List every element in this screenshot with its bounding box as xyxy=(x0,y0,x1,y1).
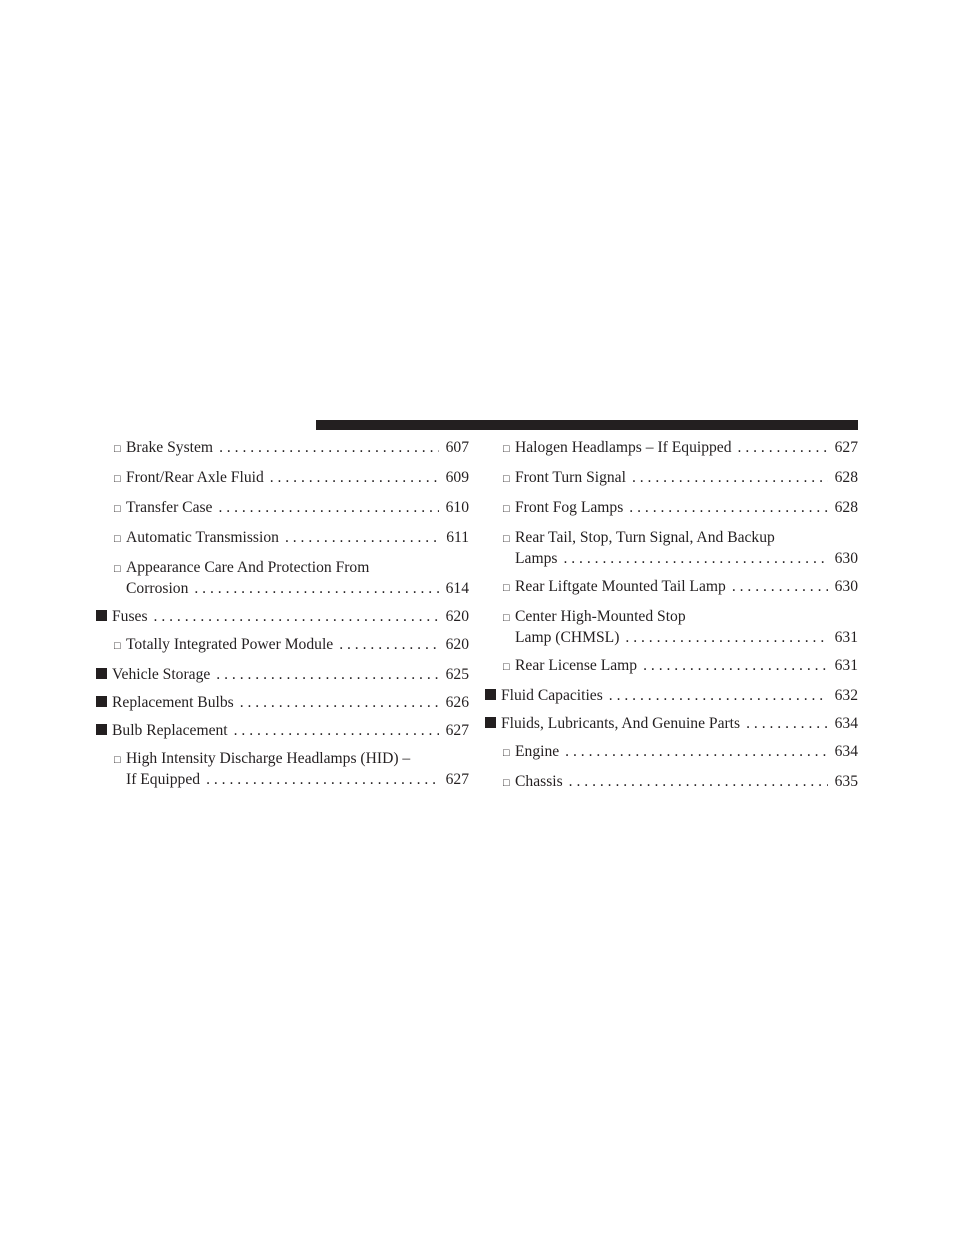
toc-entry[interactable] xyxy=(96,498,469,519)
dot-leader xyxy=(609,686,828,705)
toc-entry[interactable] xyxy=(485,528,858,568)
dot-leader xyxy=(154,607,439,626)
hollow-square-bullet-icon: □ xyxy=(503,582,510,594)
dot-leader xyxy=(206,770,439,789)
dot-leader xyxy=(219,438,439,457)
toc-entry-title: Automatic Transmission xyxy=(126,529,279,546)
toc-entry-title: Fuses xyxy=(112,608,148,625)
toc-page-number: 628 xyxy=(834,469,858,486)
toc-entry-title: Front/Rear Axle Fluid xyxy=(126,469,264,486)
toc-entry-title: Rear Liftgate Mounted Tail Lamp xyxy=(515,578,726,595)
dot-leader xyxy=(625,628,828,647)
toc-entry-title: Engine xyxy=(515,743,560,760)
toc-entry[interactable] xyxy=(96,721,469,740)
toc-page-number: 634 xyxy=(834,715,858,732)
toc-column-right xyxy=(485,438,858,802)
toc-entry-title: Rear License Lamp xyxy=(515,657,638,674)
dot-leader xyxy=(240,693,439,712)
toc-entry-title: Front Fog Lamps xyxy=(515,499,624,516)
toc-entry[interactable] xyxy=(485,498,858,519)
toc-entry[interactable] xyxy=(485,772,858,793)
toc-page-number: 609 xyxy=(445,469,469,486)
toc-entry[interactable] xyxy=(485,686,858,705)
hollow-square-bullet-icon: □ xyxy=(503,503,510,515)
toc-entry[interactable] xyxy=(96,749,469,789)
hollow-square-bullet-icon: □ xyxy=(114,533,121,545)
toc-entry[interactable] xyxy=(96,468,469,489)
toc-entry[interactable] xyxy=(485,438,858,459)
hollow-square-bullet-icon: □ xyxy=(503,661,510,673)
toc-entry[interactable] xyxy=(96,528,469,549)
toc-page-number: 630 xyxy=(834,550,858,567)
toc-entry[interactable] xyxy=(96,607,469,626)
dot-leader xyxy=(285,528,439,547)
toc-column-left xyxy=(96,438,469,798)
toc-page-number: 627 xyxy=(834,439,858,456)
toc-page-number: 631 xyxy=(834,629,858,646)
toc-entry[interactable] xyxy=(96,693,469,712)
dot-leader xyxy=(218,498,439,517)
toc-entry-title: Lamp (CHMSL) xyxy=(515,629,620,646)
toc-entry[interactable] xyxy=(485,577,858,598)
toc-entry[interactable] xyxy=(485,656,858,677)
hollow-square-bullet-icon: □ xyxy=(114,473,121,485)
toc-page-number: 635 xyxy=(834,773,858,790)
dot-leader xyxy=(629,498,828,517)
toc-entry-title: Appearance Care And Protection From xyxy=(126,559,370,576)
toc-entry-title: Fluids, Lubricants, And Genuine Parts xyxy=(501,715,741,732)
toc-page-number: 627 xyxy=(445,771,469,788)
toc-page-number: 614 xyxy=(445,580,469,597)
dot-leader xyxy=(732,577,828,596)
toc-entry-title: Totally Integrated Power Module xyxy=(126,636,334,653)
toc-entry[interactable] xyxy=(485,742,858,763)
filled-square-bullet-icon xyxy=(485,686,501,705)
hollow-square-bullet-icon: □ xyxy=(503,777,510,789)
toc-page-number: 626 xyxy=(445,694,469,711)
toc-page-number: 611 xyxy=(446,529,469,546)
dot-leader xyxy=(565,742,828,761)
toc-page-number: 620 xyxy=(445,608,469,625)
toc-entry-title: Bulb Replacement xyxy=(112,722,228,739)
toc-entry-title: Chassis xyxy=(515,773,563,790)
toc-entry-title: Rear Tail, Stop, Turn Signal, And Backup xyxy=(515,529,775,546)
dot-leader xyxy=(738,438,828,457)
hollow-square-bullet-icon: □ xyxy=(114,503,121,515)
toc-page-number: 625 xyxy=(445,666,469,683)
dot-leader xyxy=(632,468,828,487)
filled-square-bullet-icon xyxy=(96,721,112,740)
toc-entry-title: Replacement Bulbs xyxy=(112,694,234,711)
toc-page-number: 634 xyxy=(834,743,858,760)
toc-entry[interactable] xyxy=(485,714,858,733)
toc-entry[interactable] xyxy=(485,468,858,489)
toc-entry[interactable] xyxy=(96,558,469,598)
toc-entry-title: Brake System xyxy=(126,439,214,456)
toc-entry-title: Front Turn Signal xyxy=(515,469,626,486)
hollow-square-bullet-icon: □ xyxy=(114,640,121,652)
toc-entry-title: If Equipped xyxy=(126,771,201,788)
dot-leader xyxy=(270,468,439,487)
toc-entry[interactable] xyxy=(96,438,469,459)
hollow-square-bullet-icon: □ xyxy=(114,754,121,766)
toc-entry-title: Center High-Mounted Stop xyxy=(515,608,686,625)
dot-leader xyxy=(216,665,439,684)
dot-leader xyxy=(194,579,439,598)
toc-entry[interactable] xyxy=(485,607,858,647)
hollow-square-bullet-icon: □ xyxy=(114,563,121,575)
dot-leader xyxy=(746,714,828,733)
toc-entry-title: Transfer Case xyxy=(126,499,213,516)
filled-square-bullet-icon xyxy=(96,693,112,712)
toc-page-number: 627 xyxy=(445,722,469,739)
toc-entry[interactable] xyxy=(96,635,469,656)
toc-page-number: 620 xyxy=(445,636,469,653)
hollow-square-bullet-icon: □ xyxy=(503,612,510,624)
toc-entry-title: Fluid Capacities xyxy=(501,687,603,704)
dot-leader xyxy=(234,721,439,740)
toc-page-number: 628 xyxy=(834,499,858,516)
toc-entry-title: High Intensity Discharge Headlamps (HID) – xyxy=(126,750,411,767)
hollow-square-bullet-icon: □ xyxy=(503,443,510,455)
hollow-square-bullet-icon: □ xyxy=(503,533,510,545)
dot-leader xyxy=(643,656,828,675)
toc-entry-title: Halogen Headlamps – If Equipped xyxy=(515,439,732,456)
filled-square-bullet-icon xyxy=(485,714,501,733)
toc-entry-title: Corrosion xyxy=(126,580,189,597)
toc-page-number: 632 xyxy=(834,687,858,704)
toc-page-number: 607 xyxy=(445,439,469,456)
dot-leader xyxy=(563,549,828,568)
dot-leader xyxy=(569,772,828,791)
toc-page-number: 631 xyxy=(834,657,858,674)
filled-square-bullet-icon xyxy=(96,665,112,684)
toc-entry-title: Lamps xyxy=(515,550,558,567)
toc-entry-title: Vehicle Storage xyxy=(112,666,211,683)
dot-leader xyxy=(339,635,439,654)
toc-page-number: 610 xyxy=(445,499,469,516)
hollow-square-bullet-icon: □ xyxy=(503,747,510,759)
hollow-square-bullet-icon: □ xyxy=(503,473,510,485)
filled-square-bullet-icon xyxy=(96,607,112,626)
section-header-bar xyxy=(316,420,858,430)
toc-entry[interactable] xyxy=(96,665,469,684)
toc-page-number: 630 xyxy=(834,578,858,595)
hollow-square-bullet-icon: □ xyxy=(114,443,121,455)
